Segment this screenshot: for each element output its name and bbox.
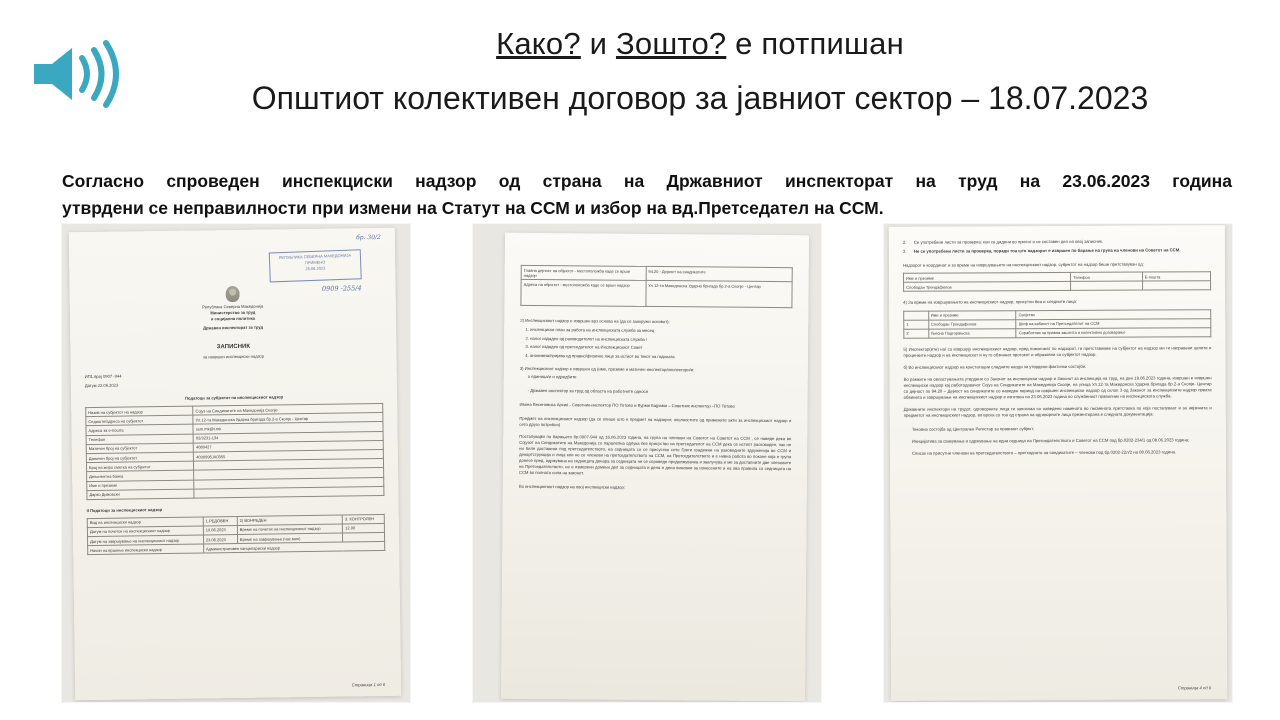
cell-value: Ул.12-та Македонска Ударна бригада бр.2-а Скопје - Центар	[193, 413, 383, 425]
scan-1-table-inspection	[87, 514, 385, 556]
body-paragraph	[62, 168, 1232, 221]
scan-1-table-subject	[85, 403, 384, 500]
scans-row	[62, 224, 1232, 702]
column-header: Име и презиме	[904, 273, 1071, 283]
scan-2-content	[501, 233, 809, 702]
cell-value: 2) ВОНРЕДЕН	[237, 515, 342, 526]
scan-image-3[interactable]	[884, 224, 1232, 702]
cell-value: 4080427	[193, 440, 383, 452]
scan-2-list-2	[530, 327, 792, 361]
scan-2-para-2: Постапувајќи по барањето бр.0907-944 од 16.06.2023 година, на група на членови на Советот на Советот на ССМ , се наведе дека во Сојузот на Синдикатите на Македонија со паралелна одлука без присуство на претседателот на ССМ дека се истиот расководен, пак не ни биле доставени под претседателството, на седницата со се присуство сите Греги градежни на раководните здружениja во ССМ и денартструкција и лица кои не се членови на претседателството на ССМ, на Претседателството и е нивна работа во покане која е група донесе пред, одржувана на седницата денара за седницата не се спроведе продолжувачка и заклучува и ме за достапните две членовите на Претседателството, не е измерени домени дел за седницата и дена и дена виновни за изнесените и на ова правила со седницата на ССМ во полната сила на законот.	[518, 433, 792, 476]
scan-2-bullet-block: - Државен инспектор за труд од областа на работните односи	[527, 388, 649, 395]
list-item: 4. анонимна/пријава од правно/физичко лице за истиот во текот на годината	[530, 352, 792, 360]
scan-1-footer: Страница 1 од 6	[351, 681, 386, 688]
cell-value: 19.06.2023	[203, 525, 237, 535]
title-kako: Како?	[496, 26, 581, 61]
handwritten-note-top: бр. 30/2	[356, 233, 381, 242]
scan-3-item-2	[903, 238, 1211, 246]
cell-value: Љесна Подгорањска	[928, 329, 1016, 339]
cell-label: Адреса на објектот - местоположба каде се врши надзор	[521, 280, 646, 307]
scan-3-label-a: 4) За време на извршувањето на инспекцискиот надзор, присутни беа и следните лица:	[903, 299, 1078, 306]
coat-of-arms-icon	[226, 286, 240, 302]
reception-stamp	[269, 249, 362, 282]
scan-1-doc-subtitle: за извршен инспекциски надзор	[202, 353, 264, 360]
scan-3-bullet-3: Список на присутни членови на претседателството – претходното на синдикатите – членови под бр.0202-22л/2 на 08.06.2023 година.	[911, 449, 1177, 457]
list-text: Не се употребени листи за проверка, поради тоа што надзорот е извршен по барање на група на членови на Советот на ССМ.	[913, 247, 1181, 254]
scan-image-1[interactable]	[62, 224, 410, 702]
scan-1-header-1: Република Северна Македонија	[202, 303, 264, 310]
scan-2-footer: Во инспекциониот надзор на овој инспекциски надзор:	[518, 483, 625, 490]
scan-2-heading-3: 3) Инспекцискиот надзор е извршен од (име, презиме и матичен инспектор/инспектори/и:	[519, 366, 695, 373]
cell-label: Матичен број на субјектот	[86, 443, 193, 454]
cell-value: 94.20 - Дејност на синдикатите	[646, 266, 792, 281]
column-header: Име и презиме	[928, 310, 1016, 320]
cell-value: Време на почеток на инспекцискиот надзор	[237, 524, 342, 535]
list-number: 3.	[902, 248, 907, 254]
cell-value: ssm.mk@t.mk	[193, 422, 383, 434]
cell-label: Број на жиро сметка на субјектот	[86, 461, 193, 472]
speaker-icon	[22, 38, 132, 110]
cell-value	[1142, 281, 1210, 291]
cell-label: Даночен број на субјектот	[86, 452, 193, 463]
cell-label: Име и презиме	[87, 480, 194, 491]
column-header: Телефон	[1071, 272, 1143, 282]
scan-3-table-present	[903, 309, 1211, 339]
cell-value: 1.РЕДОВЕН	[203, 516, 237, 526]
cell-value: 02/3231-134	[193, 431, 383, 443]
scan-paper-3	[889, 225, 1227, 701]
cell-value	[194, 486, 384, 498]
scan-1-doc-title: ЗАПИСНИК	[216, 344, 251, 351]
scan-1-header-2: Министерство за труд	[210, 309, 256, 316]
table-row	[904, 281, 1211, 292]
column-header: Е-пошта	[1142, 272, 1210, 282]
cell-value: 3. КОНТРОЛЕН	[342, 514, 384, 524]
scan-3-para-e: Државните инспектори на трудот, одговорните лица ги запознаа со наведено намената во писмената претставка по која постапуваат и за нејзината и предметот на инспекцискиот надзор, во врска со тоа од страна на одговорните лица презентирана е следната документација:	[903, 405, 1212, 419]
list-item: 1. инспекциски план за работа на инспекциската служба за месец	[530, 327, 792, 335]
cell-label: Дарко Димовски	[87, 489, 194, 500]
scan-1-section-1: Податоци за субјектот на инспекцискиот надзор	[185, 394, 284, 401]
cell-value: 4030996JA0355	[194, 449, 384, 461]
cell-label: Вид на инспекциски надзор	[87, 517, 203, 528]
title-rest: е потпишан	[726, 26, 904, 61]
column-header: Својство	[1016, 309, 1211, 319]
cell-value: Соработник за правна заштита и колективно договарање	[1016, 328, 1211, 338]
scan-1-date: Датум 23.06.2023	[84, 383, 119, 389]
scan-1-header-4: Државен инспекторат за труд	[203, 325, 264, 331]
cell-value: Шеф на кабинет на Претседателот на ССМ	[1016, 318, 1211, 328]
body-line-2: утврдени се неправилности при измени на Статут на ССМ и избор на вд.Претседател на ССМ.	[62, 197, 884, 218]
scan-3-table-representative	[903, 271, 1211, 292]
scan-paper-1	[69, 228, 402, 701]
cell-value: Слободан Трендафилов	[904, 282, 1071, 292]
scan-3-bullet-2: Иницијатива за свикување и одржување на една седница на Претседателството и Советот на ССМ под бр.0202-234/1 од 08.06.2023 година;	[911, 437, 1190, 445]
scan-3-para-d: Во рамките на овластувањата утврдени со Законот за инспекциски надзор и Законот за инспекција на труд, на ден 19.06.2023 година, извршен е извршен инспекциски надзор кај работодавачот Сојуз на Синдикатите на Македонија Скопје, на улица Ул.12-та Македонска Ударна бригада бр.2-а Скопје- Центар со дејност по 94.20 – Дејност на синдикатите со наведен период на извршен инспекциски надзор од склоп 3-од Законот за инспекциските надзор првата обвинета и завршување на инспекцискиот надзор е изготвен на 23.06.2023 година по службениот правилник на инспекциската служба.	[903, 375, 1212, 401]
handwritten-note-mid: 0909 -255/4	[321, 284, 362, 293]
cell-value: 12.00	[343, 523, 385, 533]
scan-2-names: Ивона Весеновска Арсиќ - Советник-инспектор ПО Тетово и Вурми Бајрами – Советник инспектор –ПО Тетово	[519, 402, 735, 410]
page-title-line1	[140, 26, 1260, 62]
scan-3-para-b: 5) Инспектор(ите) на/ со извршују инспекцискиот надзор, пред помогнеат по надзорот, ги претставивме на субјектот на надзор ми ги направени целите и проценките надзор и на инспекцискот и ну го обзнанат протокот и образовни со субјектот надзор.	[903, 345, 1212, 358]
title-zoshto: Зошто?	[615, 26, 727, 61]
scan-3-para-after: Надзорот е координат и за време на извршувањето на инспекцискиот надзор, субјектот на надзор беше претставуван од:	[902, 261, 1144, 268]
scan-1-section-2: II Податоци за инспекцискиот надзор	[86, 506, 163, 513]
title-block	[140, 26, 1260, 117]
cell-value: 23.06.2023	[203, 535, 237, 545]
scan-1-content	[69, 228, 402, 701]
column-header	[904, 311, 929, 320]
cell-value: Сојуз на Синдикатите на Македонија Скопје	[193, 403, 383, 415]
table-row	[904, 328, 1211, 339]
title-and: и	[580, 26, 616, 61]
scan-2-table-activity	[520, 265, 792, 309]
scan-paper-2	[501, 233, 809, 702]
scan-3-para-c: б) Во инспекцискиот надзор на констатации следните наоди за утврдени фактички состојби.	[903, 363, 1087, 370]
page-title-line2: Општиот колективен договор за јавниот сектор – 18.07.2023	[251, 80, 1149, 116]
scan-2-para-1: Предмет на инспекцискиот надзор (да се опише што е предмет на надзорот, околностите од примените акти за инспекцискиот надзор и сето друго потребно)	[519, 416, 792, 428]
cell-value: Ул.12-та Македонска Ударна бригада бр.2-а Скопје - Центар	[646, 281, 793, 308]
list-item: 2. налог издаден од раководителот на инспекциската служба /	[530, 335, 792, 343]
cell-label: Адреса за е-пошта	[86, 424, 193, 435]
cell-label: Депонентна банка	[87, 470, 194, 481]
cell-index: 1	[904, 320, 929, 329]
cell-label: Начин на вршење инспекциски надзор	[88, 544, 204, 555]
scan-3-footer: Страница 4 од 6	[1177, 685, 1212, 691]
cell-label: Седиште/адреса на субјектот	[86, 415, 193, 426]
scan-1-header-3: и социјална политика	[210, 315, 256, 321]
list-text: Се употребени листи за проверка; кои се дадени во прилог и се составен дел на овој записник.	[913, 238, 1104, 245]
scan-3-bullet-1: Тековна состојба од Централен Регистар за правниот субјект;	[911, 426, 1035, 433]
cell-index: 2	[904, 329, 929, 338]
cell-label: Назив на субјектот на надзор	[86, 406, 193, 417]
scan-3-content	[889, 225, 1227, 701]
stamp-line-2: ПРИМЕНО	[304, 259, 326, 266]
scan-image-2[interactable]	[473, 224, 821, 702]
scan-1-ref: ИП1.број 0907 -944	[84, 373, 122, 379]
cell-label: Датум на почеток на инспекцискиот надзор	[87, 526, 203, 537]
scan-3-item-3	[903, 247, 1211, 255]
cell-label: Главна дејност на објектот - местоположба каде се врши надзор	[521, 265, 646, 280]
list-number: 2.	[902, 239, 907, 245]
stamp-line-3: 26.06.2023	[305, 265, 326, 272]
body-line-1: Согласно спроведен инспекциски надзор од страна на Државниот инспекторат на труд на 23.06.2023 година	[62, 171, 1232, 191]
cell-label: Датум на завршување на инспекцискиот надзор	[87, 535, 203, 546]
scan-2-heading-2: 2) Инспекцискиот надзор е извршен врз основа на (да се заокружи основот):	[520, 318, 670, 325]
cell-label: Телефон	[86, 434, 193, 445]
cell-value: Административен канцелариски надзор	[203, 542, 384, 554]
scan-2-list-3-item: о единица/и и одредбите	[527, 374, 577, 380]
cell-value	[1071, 281, 1143, 291]
list-item: 3. налог издаден од претседателот на Инспекцискиот Совет	[530, 344, 792, 352]
stamp-line-1: РЕПУБЛИКА СЕВЕРНА МАКЕДОНИЈА	[278, 252, 352, 261]
cell-value: Слободан Трендафилов	[928, 319, 1016, 329]
cell-value: Време на завршување (час.мин)	[237, 533, 342, 544]
table-row	[521, 280, 792, 308]
